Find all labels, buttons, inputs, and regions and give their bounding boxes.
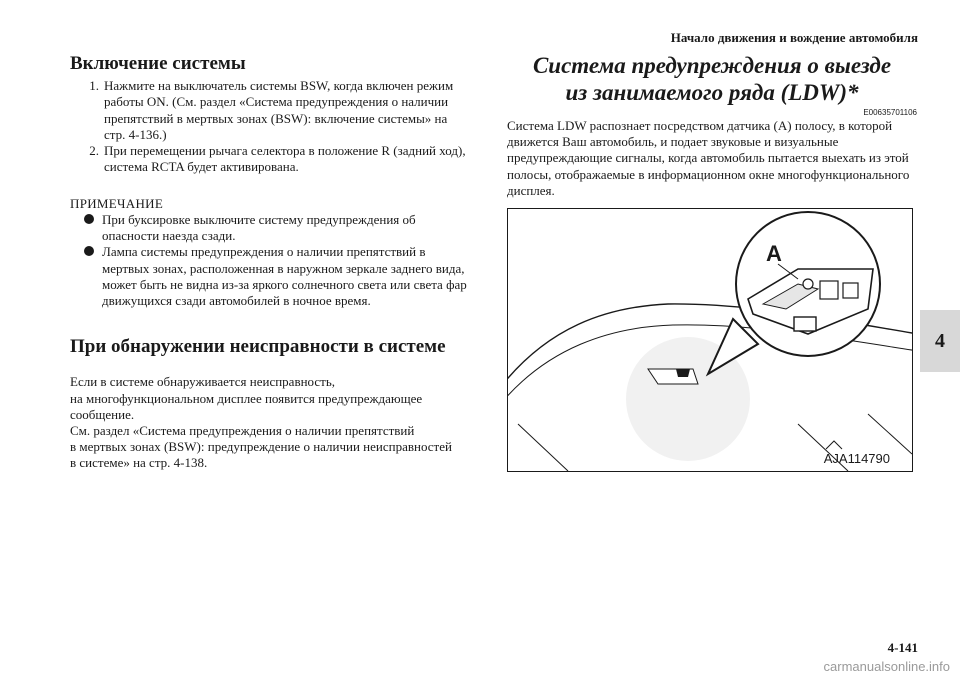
- ldw-description: Система LDW распознает посредством датчика (A) полосу, в которой движется Ваш автомобиль, и подает звуковые и визуальные предупреждающие сигналы, когда автомобиль пытается выехать из этой полосы, отображаемые в информационном окне многофункционального дисплея.: [507, 118, 910, 198]
- paragraph-line: См. раздел «Система предупреждения о наличии препятствий: [70, 422, 415, 438]
- note-item: [70, 212, 470, 245]
- step-item: [70, 143, 470, 176]
- sensor-label-a: A: [766, 241, 782, 266]
- ldw-title: [507, 52, 917, 106]
- left-column: [70, 52, 470, 472]
- figure-code: AJA114790: [823, 451, 890, 466]
- paragraph-line: Если в системе обнаруживается неисправность,: [70, 374, 336, 390]
- sensor-block: [676, 369, 690, 377]
- note-text: Лампа системы предупреждения о наличии препятствий в мертвых зонах, расположенная в наружном зеркале заднего вида, может быть не видна из-за яркого солнечного света или света фар движущихся сзади автомобилей в ночное время.: [102, 244, 467, 309]
- note-text: При буксировке выключите систему предупреждения об опасности наезда сзади.: [102, 211, 416, 244]
- step-text: Нажмите на выключатель системы BSW, когда включен режим работы ON. (См. раздел «Система предупреждения о наличии препятствий в мертвых зонах (BSW): включение системы» на стр. 4-136.): [104, 78, 454, 142]
- steps-list: [70, 78, 470, 176]
- running-header: Начало движения и вождение автомобиля: [670, 30, 918, 45]
- paragraph-line: в мертвых зонах (BSW): предупреждение о наличии неисправностей: [70, 439, 452, 455]
- note-heading: ПРИМЕЧАНИЕ: [70, 195, 164, 211]
- windshield-sensor-drawing: [508, 209, 912, 471]
- code-bracket: [826, 441, 842, 449]
- chapter-tab: 4: [920, 310, 960, 372]
- sensor-part: [820, 281, 838, 299]
- sensor-part: [843, 283, 858, 298]
- section-title-activation: Включение системы: [70, 53, 246, 74]
- paragraph-line: на многофункциональном дисплее появится предупреждающее сообщение.: [70, 390, 423, 422]
- paragraph-line: в системе» на стр. 4-138.: [70, 455, 208, 471]
- right-column: [507, 52, 917, 199]
- sensor-illustration: [507, 208, 913, 472]
- sensor-base: [794, 317, 816, 331]
- ldw-title-line2: из занимаемого ряда (LDW)*: [565, 80, 859, 105]
- bullet-dot-icon: [84, 244, 102, 309]
- malfunction-paragraph: [70, 374, 470, 471]
- sensor-eye: [803, 279, 813, 289]
- ldw-title-line1: Система предупреждения о выезде: [532, 53, 892, 78]
- step-item: [70, 78, 470, 143]
- step-number: 1.: [89, 78, 99, 93]
- door-line-right: [868, 414, 912, 454]
- pillar-line: [518, 424, 568, 471]
- step-number: 2.: [89, 143, 99, 159]
- section-title-malfunction: При обнаружении неисправности в системе: [70, 335, 446, 357]
- notes-list: [70, 212, 470, 310]
- watermark: carmanualsonline.info: [823, 659, 950, 674]
- note-item: [70, 244, 470, 309]
- bullet-dot-icon: [84, 212, 102, 245]
- page-number: 4-141: [887, 640, 918, 655]
- step-text: При перемещении рычага селектора в положение R (задний ход), система RCTA будет активирована.: [104, 143, 466, 175]
- section-code: E00635701106: [863, 108, 917, 117]
